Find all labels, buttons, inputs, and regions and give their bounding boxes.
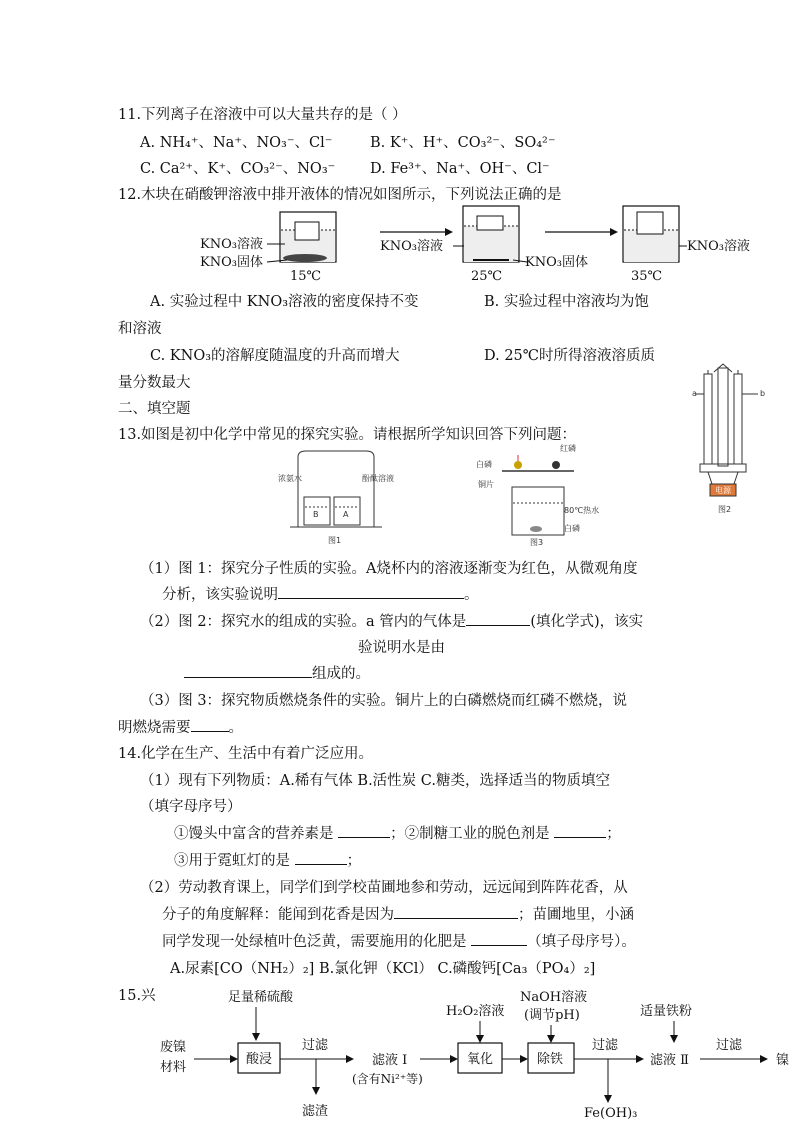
q12-beaker-figure <box>195 200 760 282</box>
flow-filter1: 过滤 <box>302 1038 329 1053</box>
fig3-label-white: 白磷 <box>476 460 492 469</box>
answer-blank-4[interactable] <box>191 717 229 732</box>
q13-p3-line1: （3）图 3：探究物质燃烧条件的实验。铜片上的白磷燃烧而红磷不燃烧，说 <box>140 693 628 709</box>
power-label: 电源 <box>715 486 731 495</box>
fig3-caption: 图3 <box>530 538 544 547</box>
fig1-label-left: 浓氨水 <box>278 474 302 483</box>
flow-reagent2: H₂O₂溶液 <box>446 1004 505 1019</box>
q11-option-b: B. K⁺、H⁺、CO₃²⁻、SO₄²⁻ <box>370 135 556 151</box>
q13-figure-1 <box>276 447 396 549</box>
answer-blank-5[interactable] <box>338 823 390 838</box>
flow-step3: 除铁 <box>537 1052 564 1067</box>
beaker-35c <box>623 206 679 262</box>
q12-stem: 12.木块在硝酸钾溶液中排开液体的情况如图所示，下列说法正确的是 <box>118 187 562 203</box>
section-title: 二、填空题 <box>118 401 191 417</box>
flow-filter2: 过滤 <box>592 1038 619 1053</box>
beaker-15c <box>280 212 336 262</box>
answer-blank-9[interactable] <box>471 931 527 946</box>
label-solid-2: KNO₃固体 <box>525 255 588 270</box>
q12-option-b: B. 实验过程中溶液均为饱 <box>484 294 649 310</box>
q14-p2-line4: A.尿素[CO（NH₂）₂] B.氯化钾（KCl） C.磷酸钙[Ca₃（PO₄）₂] <box>170 961 596 977</box>
label-solution-1: KNO₃溶液 <box>200 237 263 252</box>
flow-step1: 酸浸 <box>246 1052 273 1067</box>
q12-option-c: C. KNO₃的溶解度随温度的升高而增大 <box>150 348 400 364</box>
label-solution-2: KNO₃溶液 <box>380 239 443 254</box>
q12-option-d: D. 25℃时所得溶液溶质质 <box>484 348 655 364</box>
q11-stem: 11.下列离子在溶液中可以大量共存的是（ ） <box>118 107 407 123</box>
q14-p2-line3: 同学发现一处绿植叶色泛黄，需要施用的化肥是 （填子母序号）。 <box>162 930 636 951</box>
fig1-label-right: 酚酞溶液 <box>362 474 394 483</box>
q14-p1-line1: （1）现有下列物质：A.稀有气体 B.活性炭 C.糖类，选择适当的物质填空 <box>140 773 610 789</box>
q14-p1-line4: ③用于霓虹灯的是 ； <box>174 849 361 870</box>
flow-reagent3-2: (调节pH) <box>524 1008 580 1023</box>
fig2-caption: 图2 <box>718 505 732 514</box>
flow-input-top: 足量稀硫酸 <box>228 990 294 1005</box>
label-solid-1: KNO₃固体 <box>200 255 263 270</box>
q13-stem: 13.如图是初中化学中常见的探究实验。请根据所学知识回答下列问题： <box>118 427 577 443</box>
temp-35: 35℃ <box>631 269 663 282</box>
flow-residue: 滤渣 <box>302 1104 329 1119</box>
answer-blank-6[interactable] <box>554 823 606 838</box>
flow-filtrate2: 滤液 Ⅱ <box>650 1053 689 1068</box>
beaker-25c <box>463 206 519 262</box>
q12-option-a: A. 实验过程中 KNO₃溶液的密度保持不变 <box>150 294 419 310</box>
q13-p2-line2: 验说明水是由 <box>358 640 445 656</box>
q11-option-a: A. NH₄⁺、Na⁺、NO₃⁻、Cl⁻ <box>140 135 333 151</box>
flow-reagent4: 适量铁粉 <box>640 1004 693 1019</box>
q15-flowchart <box>150 985 794 1123</box>
flow-product: 镍 <box>776 1053 790 1068</box>
flow-step2: 氧化 <box>467 1052 494 1067</box>
answer-blank-3[interactable] <box>184 663 312 678</box>
answer-blank-2[interactable] <box>466 611 530 626</box>
q13-p2-line3: 组成的。 <box>184 662 370 683</box>
flow-raw-2: 材料 <box>160 1060 187 1075</box>
flow-reagent3-1: NaOH溶液 <box>520 990 588 1005</box>
flow-precipitate: Fe(OH)₃ <box>584 1106 638 1121</box>
q15-stem: 15.兴 <box>118 988 156 1004</box>
flow-filtrate1: 滤液 I <box>372 1053 408 1068</box>
temp-25: 25℃ <box>471 269 503 282</box>
flow-filtrate1-note: (含有Ni²⁺等) <box>352 1072 423 1086</box>
q13-figure-3 <box>474 441 604 549</box>
fig1-label-a: A <box>343 510 349 519</box>
answer-blank-7[interactable] <box>295 850 347 865</box>
q11-option-c: C. Ca²⁺、K⁺、CO₃²⁻、NO₃⁻ <box>140 161 336 177</box>
fig1-label-b: B <box>313 510 319 519</box>
q13-p1-line1: （1）图 1：探究分子性质的实验。A烧杯内的溶液逐渐变为红色，从微观角度 <box>140 561 638 577</box>
q13-p3-line2: 明燃烧需要 。 <box>118 716 243 737</box>
fig3-label-red: 红磷 <box>560 444 576 453</box>
q14-p2-line2: 分子的角度解释：能闻到花香是因为 ；苗圃地里，小涵 <box>162 903 634 924</box>
q14-p1-line2: （填字母序号） <box>140 799 242 815</box>
label-solution-3: KNO₃溶液 <box>687 239 750 254</box>
flow-raw-1: 废镍 <box>160 1040 187 1055</box>
q14-stem: 14.化学在生产、生活中有着广泛应用。 <box>118 746 374 762</box>
q14-p1-line3: ①馒头中富含的营养素是 ；②制糖工业的脱色剂是 ； <box>174 822 621 843</box>
q13-p2-line1: （2）图 2：探究水的组成的实验。a 管内的气体是 (填化学式)，该实 <box>140 610 643 631</box>
answer-blank-1[interactable] <box>278 584 464 599</box>
q13-p1-line2: 分析，该实验说明 。 <box>162 583 479 604</box>
fig2-label-a: a <box>692 389 697 398</box>
fig3-label-white2: 白磷 <box>564 524 580 533</box>
q13-figure-2 <box>690 360 770 518</box>
answer-blank-8[interactable] <box>394 904 518 919</box>
fig2-label-b: b <box>760 389 766 398</box>
temp-15: 15℃ <box>290 269 322 282</box>
fig1-caption: 图1 <box>328 536 342 545</box>
fig3-label-copper: 铜片 <box>478 480 494 489</box>
q11-option-d: D. Fe³⁺、Na⁺、OH⁻、Cl⁻ <box>370 161 550 177</box>
q14-p2-line1: （2）劳动教育课上，同学们到学校苗圃地参和劳动，远远闻到阵阵花香，从 <box>140 880 628 896</box>
flow-filter3: 过滤 <box>716 1038 743 1053</box>
fig3-label-water: 80℃热水 <box>564 506 600 515</box>
q12-option-d-cont: 量分数最大 <box>118 375 191 391</box>
q12-option-b-cont: 和溶液 <box>118 321 162 337</box>
